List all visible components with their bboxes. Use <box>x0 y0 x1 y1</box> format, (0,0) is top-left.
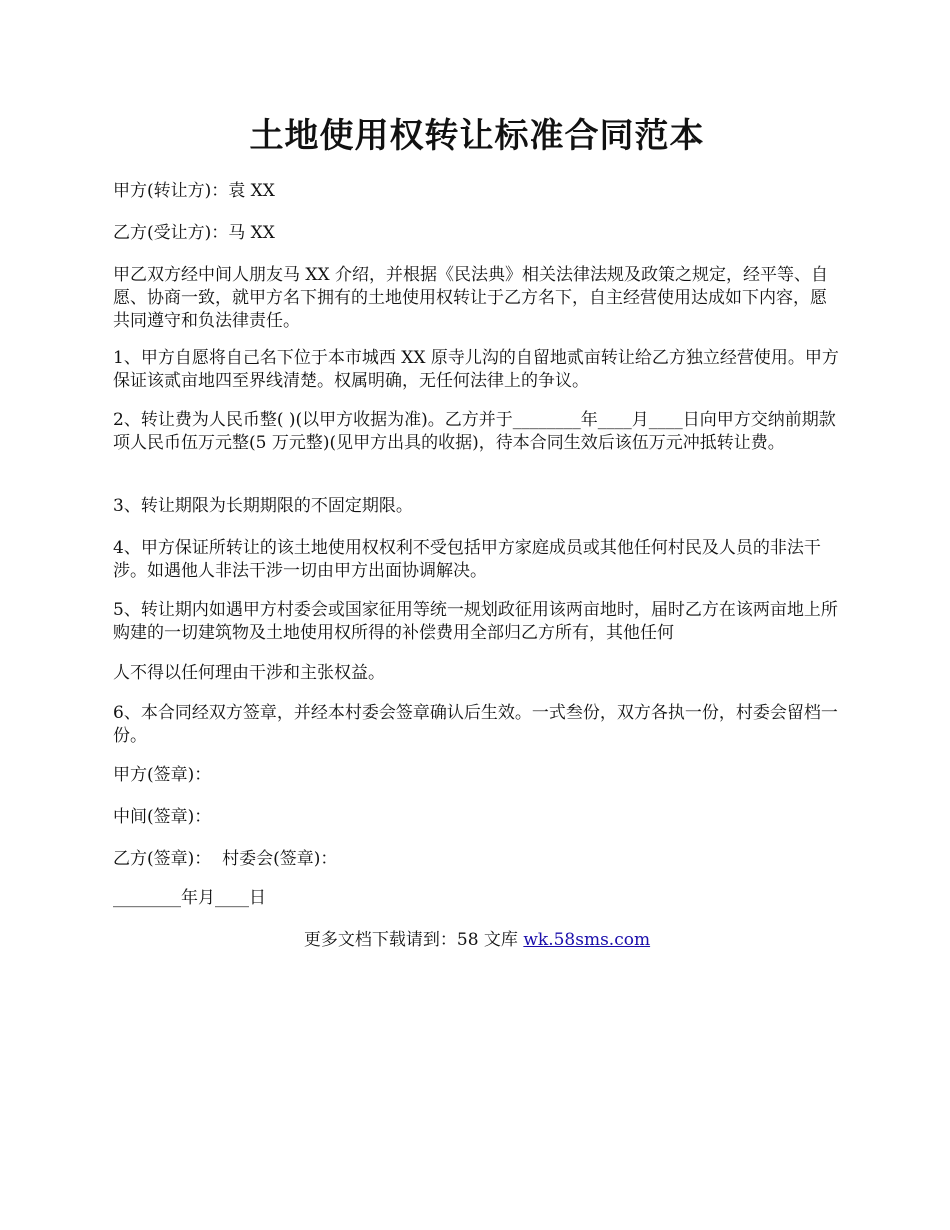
party-b-line: 乙方(受让方)：马 XX <box>113 223 275 243</box>
clause-1: 1、甲方自愿将自己名下位于本市城西 XX 原寺儿沟的自留地贰亩转让给乙方独立经营使用。甲方保证该贰亩地四至界线清楚。权属明确，无任何法律上的争议。 <box>113 348 839 391</box>
clause-3: 3、转让期限为长期期限的不固定期限。 <box>113 496 413 516</box>
footer-link[interactable]: wk.58sms.com <box>523 930 651 950</box>
signature-party-a: 甲方(签章)： <box>113 765 212 785</box>
clause-6: 6、本合同经双方签章，并经本村委会签章确认后生效。一式叁份，双方各执一份，村委会留档一份。 <box>113 703 838 746</box>
clause-2: 2、转让费为人民币整( )(以甲方收据为准)。乙方并于________年____月____日向甲方交纳前期款项人民币伍万元整(5 万元整)(见甲方出具的收据)，待本合同生效后该伍万元冲抵转让费。 <box>113 410 836 453</box>
clause-5: 5、转让期内如遇甲方村委会或国家征用等统一规划政征用该两亩地时，届时乙方在该两亩地上所购建的一切建筑物及土地使用权所得的补偿费用全部归乙方所有，其他任何 <box>113 600 838 643</box>
intro-paragraph: 甲乙双方经中间人朋友马 XX 介绍，并根据《民法典》相关法律法规及政策之规定，经平等、自愿、协商一致，就甲方名下拥有的土地使用权转让于乙方名下，自主经营使用达成如下内容，愿共同遵守和负法律责任。 <box>113 265 829 331</box>
signature-party-b-village: 乙方(签章)： 村委会(签章)： <box>113 849 338 869</box>
signature-date: ________年月____日 <box>113 888 266 908</box>
clause-5-continued: 人不得以任何理由干涉和主张权益。 <box>113 663 385 683</box>
document-title: 土地使用权转让标准合同范本 <box>249 116 705 156</box>
footer-text: 更多文档下载请到：58 文库 <box>303 930 524 950</box>
signature-middleman: 中间(签章)： <box>113 807 212 827</box>
footer <box>113 929 841 952</box>
party-a-line: 甲方(转让方)：袁 XX <box>113 181 275 201</box>
clause-4: 4、甲方保证所转让的该土地使用权权利不受包括甲方家庭成员或其他任何村民及人员的非法干涉。如遇他人非法干涉一切由甲方出面协调解决。 <box>113 538 821 581</box>
